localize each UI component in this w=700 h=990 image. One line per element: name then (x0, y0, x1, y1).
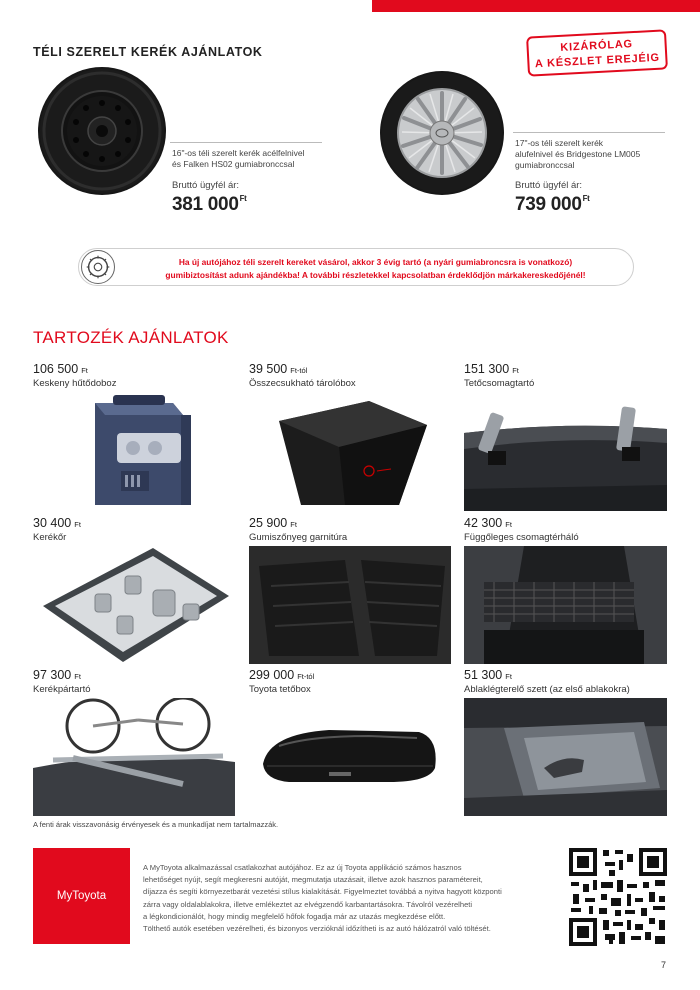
cargo-net-image (464, 546, 667, 664)
mytoyota-line-4: zárra vagy oldalablakokra, illetve emlékeztet az elvégzendő karbantartásokra. Távolról vezérelheti (143, 899, 473, 909)
offer-divider (513, 132, 665, 133)
stock-limited-stamp (526, 29, 668, 76)
item-price-value: 25 900 (249, 516, 288, 530)
tire-icon (81, 250, 115, 284)
offer-2-desc-line-2: alufelnivel és Bridgestone LM005 (515, 149, 641, 159)
item-name: Összecsukható tárolóbox (249, 378, 356, 389)
item-price-value: 97 300 (33, 668, 72, 682)
promo-text (123, 256, 628, 281)
item-price-unit: Ft (290, 520, 297, 529)
folding-storage-box-image (249, 393, 451, 511)
item-price (249, 668, 314, 682)
rubber-floor-mats-image (249, 546, 451, 664)
item-price-value: 39 500 (249, 362, 288, 376)
item-price-unit: Ft-tól (297, 672, 315, 681)
wheel-lock-set-image (33, 546, 235, 664)
cooler-box-image (33, 393, 235, 511)
price-footnote: A fenti árak visszavonásig érvényesek és a munkadíjat nem tartalmazzák. (33, 820, 279, 829)
item-price-value: 151 300 (464, 362, 510, 376)
item-name: Tetőcsomagtartó (464, 378, 535, 389)
offer-2-desc-line-3: gumiabronccsal (515, 160, 575, 170)
offer-2-desc-line-1: 17"-os téli szerelt kerék (515, 138, 604, 148)
item-price-unit: Ft (505, 520, 512, 529)
offer-2-price-value: 739 000 (515, 194, 582, 215)
winter-offers-title: TÉLI SZERELT KERÉK AJÁNLATOK (33, 45, 263, 59)
roof-rack-image (464, 393, 667, 511)
item-price (33, 362, 88, 376)
mytoyota-line-6: Tölthető autók esetében vezérelheti, és bizonyos verzióknál időzítheti is az autó hálózatról való töltését. (143, 924, 491, 934)
top-accent-bar (372, 0, 700, 12)
tire-insurance-promo-banner (78, 248, 634, 286)
offer-divider (170, 142, 322, 143)
offer-1-price (172, 194, 247, 216)
item-name: Kerékőr (33, 532, 67, 543)
item-price-unit: Ft (74, 672, 81, 681)
item-name: Toyota tetőbox (249, 684, 311, 695)
stamp-line-2: A KÉSZLET EREJÉIG (534, 51, 661, 71)
offer-1-currency: Ft (239, 194, 247, 203)
item-price (464, 668, 512, 682)
item-price-unit: Ft (512, 366, 519, 375)
item-price-value: 51 300 (464, 668, 503, 682)
qr-code-icon[interactable] (569, 848, 667, 946)
item-name: Függőleges csomagtérháló (464, 532, 579, 543)
mytoyota-line-5: a légkondicionálót, hogy mindig megfelelő hőfok fogadja már az utazás megkezdése előtt. (143, 911, 446, 921)
mytoyota-line-1: A MyToyota alkalmazással csatlakozhat autójához. Ez az új Toyota applikáció számos hasznos (143, 863, 462, 872)
item-price-unit: Ft (81, 366, 88, 375)
item-name: Gumiszőnyeg garnitúra (249, 532, 348, 543)
item-price (464, 362, 519, 376)
item-price (33, 516, 81, 530)
wind-deflector-image (464, 698, 667, 816)
offer-2-price (515, 194, 590, 216)
mytoyota-logo: MyToyota (33, 848, 130, 944)
mytoyota-line-3: díjazza és segíti környezetbarát vezetési stílus kialakítását. Figyelmeztet továbbá a nyitva hagyott központi (143, 887, 502, 897)
promo-line-2: gumibiztosítást adunk ajándékba! A további részletekkel kapcsolatban érdeklődjön márkakereskedőjénél! (165, 269, 586, 280)
item-price (249, 362, 307, 376)
offer-1-desc-line-2: és Falken HS02 gumiabronccsal (172, 159, 295, 169)
offer-2-price-label: Bruttó ügyfél ár: (515, 180, 583, 191)
item-price (249, 516, 297, 530)
item-price-value: 42 300 (464, 516, 503, 530)
promo-line-1: Ha új autójához téli szerelt kereket vásárol, akkor 3 évig tartó (a nyári gumiabroncsra is vonatkozó) (178, 257, 573, 267)
stamp-line-1: KIZÁRÓLAG (560, 38, 634, 54)
item-name: Keskeny hűtődoboz (33, 378, 117, 389)
item-price-unit: Ft-tól (290, 366, 308, 375)
item-price (464, 516, 512, 530)
bike-carrier-image (33, 698, 235, 816)
item-price-unit: Ft (505, 672, 512, 681)
item-name: Kerékpártartó (33, 684, 91, 695)
item-price-value: 106 500 (33, 362, 79, 376)
page-number: 7 (661, 960, 667, 970)
offer-2-description (515, 138, 640, 171)
item-name: Ablaklégterelő szett (az első ablakokra) (464, 684, 630, 695)
roof-box-image (249, 698, 451, 816)
offer-1-price-value: 381 000 (172, 194, 239, 215)
alloy-wheel-image (380, 71, 504, 195)
accessories-title: TARTOZÉK AJÁNLATOK (33, 328, 229, 347)
offer-1-price-label: Bruttó ügyfél ár: (172, 180, 240, 191)
item-price (33, 668, 81, 682)
mytoyota-line-2: lehetőséget nyújt, segít megkeresni autóját, megmutatja utazásait, illetve azok hasznos paramétereit, (143, 875, 483, 885)
offer-1-desc-line-1: 16"-os téli szerelt kerék acélfelnivel (172, 148, 305, 158)
steel-wheel-image (38, 67, 166, 195)
item-price-value: 299 000 (249, 668, 295, 682)
offer-2-currency: Ft (582, 194, 590, 203)
mytoyota-description (143, 862, 558, 935)
item-price-unit: Ft (74, 520, 81, 529)
offer-1-description (172, 148, 304, 170)
item-price-value: 30 400 (33, 516, 72, 530)
